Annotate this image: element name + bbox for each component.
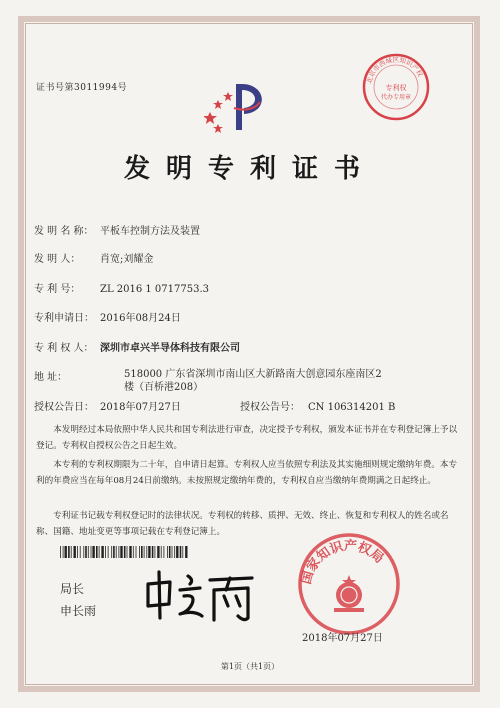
barcode-bar (180, 546, 182, 558)
barcode-bar (133, 546, 134, 558)
paragraph-1: 本发明经过本局依照中华人民共和国专利法进行审查，决定授予专利权，颁发本证书并在专利登记簿上予以登记。专利权自授权公告之日起生效。 (36, 425, 458, 451)
barcode-bar (141, 546, 143, 558)
barcode-bar (68, 546, 70, 558)
barcode-bar (83, 546, 84, 558)
barcode-bar (63, 546, 64, 558)
barcode-bar (146, 546, 147, 558)
barcode-bar (91, 546, 92, 558)
patentee-value: 深圳市卓兴半导体科技有限公司 (100, 343, 240, 354)
office-seal-stamp (296, 531, 402, 637)
barcode-bar (119, 546, 120, 558)
barcode-bar (113, 546, 115, 558)
invention-name-row (34, 222, 200, 237)
barcode-bar (127, 546, 128, 558)
director-label: 局长 (60, 582, 85, 596)
barcode-bar (65, 546, 67, 558)
patent-office-emblem-icon (204, 78, 278, 134)
barcode-bar (92, 546, 94, 558)
barcode-bar (124, 546, 126, 558)
barcode (60, 546, 190, 558)
barcode-bar (77, 546, 78, 558)
barcode-bar (174, 546, 175, 558)
grant-number-label: 授权公告号： (240, 402, 300, 413)
barcode-bar (176, 546, 178, 558)
barcode-bar (71, 546, 72, 558)
director-name: 申长雨 (60, 604, 97, 618)
barcode-bar (85, 546, 87, 558)
patent-number-label: 专 利 号： (34, 284, 81, 295)
barcode-bar (182, 546, 183, 558)
inventor-label: 发 明 人： (34, 254, 81, 265)
barcode-bar (116, 546, 117, 558)
barcode-bar (88, 546, 89, 558)
barcode-bar (152, 546, 154, 558)
barcode-bar (144, 546, 145, 558)
barcode-bar (96, 546, 98, 558)
barcode-bar (99, 546, 100, 558)
agency-seal-stamp (361, 52, 431, 122)
director-signature (140, 566, 260, 626)
barcode-bar (161, 546, 162, 558)
patentee-label: 专 利 权 人： (34, 343, 94, 354)
barcode-bar (172, 546, 173, 558)
barcode-bar (129, 546, 131, 558)
address-label: 地 址： (34, 372, 68, 383)
grant-number-value: CN 106314201 B (308, 402, 396, 413)
seal-center-line2: 代办专用章 (380, 94, 412, 101)
patentee-row (34, 339, 240, 354)
barcode-bar (139, 546, 140, 558)
barcode-bar (80, 546, 81, 558)
svg-text:国家知识产权局 (298, 538, 386, 586)
seal-date: 2018年07月27日 (302, 633, 383, 644)
barcode-bar (111, 546, 112, 558)
filing-date-row (34, 309, 181, 324)
invention-name-label: 发 明 名 称： (34, 226, 94, 237)
grant-date-value: 2018年07月27日 (100, 402, 181, 413)
barcode-bar (74, 546, 76, 558)
seal-center-line1: 专利权 (385, 84, 407, 92)
barcode-bar (60, 546, 61, 558)
page-footer: 第1页（共1页） (220, 662, 280, 671)
barcode-bar (157, 546, 159, 558)
address-value: 518000 广东省深圳市南山区大新路南大创意园东座南区2楼（百桥港208） (124, 369, 382, 393)
barcode-bar (148, 546, 150, 558)
grant-row (34, 398, 395, 413)
barcode-bar (155, 546, 156, 558)
office-seal-text: 国家知识产权局 (299, 538, 387, 586)
certificate-number: 证书号第3011994号 (36, 83, 128, 93)
inventor-row (34, 250, 153, 265)
grant-date-label: 授权公告日： (34, 402, 94, 413)
invention-name-value: 平板车控制方法及装置 (100, 226, 200, 237)
barcode-bar (169, 546, 171, 558)
barcode-bar (167, 546, 168, 558)
seal-arc-text: 北京市西城区知识产权 (365, 55, 425, 85)
paragraph-3: 专利证书记载专利权登记时的法律状况。专利权的转移、质押、无效、终止、恢复和专利权人的姓名或名称、国籍、地址变更等事项记载在专利登记簿上。 (36, 511, 449, 537)
paragraph-2: 本专利的专利权期限为二十年，自申请日起算。专利权人应当依照专利法及其实施细则规定缴纳年费。本专利的年费应当在每年08月24日前缴纳。未按照规定缴纳年费的，专利权自应当缴纳年费期满之日起终止。 (36, 460, 458, 486)
barcode-bar (120, 546, 122, 558)
barcode-bar (105, 546, 106, 558)
patent-number-value: ZL 2016 1 0717753.3 (100, 284, 210, 295)
patent-number-row (34, 280, 209, 295)
inventor-value: 肖宽;刘耀金 (100, 254, 154, 265)
filing-date-label: 专利申请日： (34, 313, 94, 324)
barcode-bar (101, 546, 103, 558)
barcode-bar (108, 546, 109, 558)
filing-date-value: 2016年08月24日 (100, 313, 181, 324)
barcode-bar (136, 546, 137, 558)
barcode-bar (185, 546, 187, 558)
barcode-bar (164, 546, 165, 558)
address-row (34, 368, 100, 383)
svg-text:北京市西城区知识产权 (364, 55, 425, 84)
certificate-title: 发明专利证书 (123, 154, 376, 184)
